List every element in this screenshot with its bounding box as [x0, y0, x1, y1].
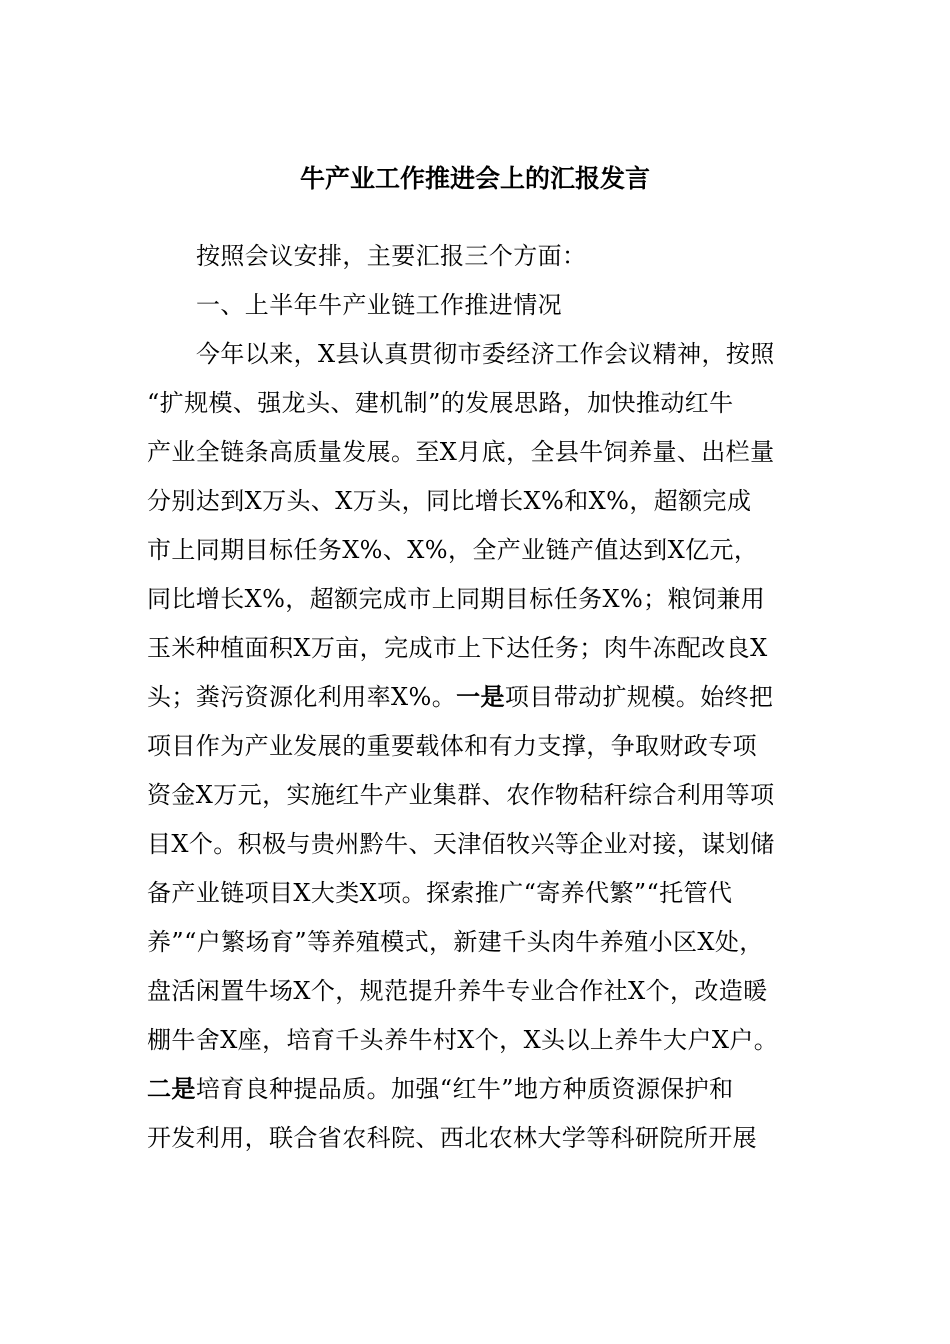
point-marker-2: 二是	[147, 1074, 196, 1103]
body-line: 同比增长X%，超额完成市上同期目标任务X%；粮饲兼用	[147, 585, 766, 613]
body-line: 资金X万元，实施红牛产业集群、农作物秸秆综合利用等项	[147, 781, 775, 809]
body-line: 棚牛舍X座，培育千头养牛村X个，X头以上养牛大户X户。	[147, 1026, 779, 1054]
point-heading-1: 项目带动扩规模。始终把	[504, 683, 774, 711]
body-line: 盘活闲置牛场X个，规范提升养牛专业合作社X个，改造暖	[147, 977, 768, 1005]
body-text: 头；粪污资源化利用率X%。	[147, 683, 457, 711]
body-line: 目X个。积极与贵州黔牛、天津佰牧兴等企业对接，谋划储	[147, 830, 775, 858]
body-line: 项目作为产业发展的重要载体和有力支撑，争取财政专项	[147, 732, 757, 760]
body-line: 市上同期目标任务X%、X%，全产业链产值达到X亿元，	[147, 536, 759, 564]
point-heading-2: 培育良种提品质。加强“红牛”地方种质资源保护和	[195, 1075, 734, 1103]
section-heading-1: 一、上半年牛产业链工作推进情况	[196, 291, 562, 319]
body-line: “扩规模、强龙头、建机制”的发展思路，加快推动红牛	[147, 389, 734, 417]
body-line	[147, 1071, 734, 1107]
body-line: 产业全链条高质量发展。至X月底，全县牛饲养量、出栏量	[147, 438, 775, 466]
document-title: 牛产业工作推进会上的汇报发言	[299, 164, 650, 193]
point-marker-1: 一是	[456, 682, 505, 711]
body-line	[147, 679, 773, 715]
body-line: 养”“户繁场育”等养殖模式，新建千头肉牛养殖小区X处，	[147, 928, 764, 956]
body-line: 今年以来，X县认真贯彻市委经济工作会议精神，按照	[196, 340, 775, 368]
paragraph-intro: 按照会议安排，主要汇报三个方面：	[196, 242, 587, 270]
body-line: 分别达到X万头、X万头，同比增长X%和X%，超额完成	[147, 487, 752, 515]
body-line: 备产业链项目X大类X项。探索推广“寄养代繁”“托管代	[147, 879, 733, 907]
body-line: 玉米种植面积X万亩，完成市上下达任务；肉牛冻配改良X	[147, 634, 768, 662]
body-line: 开发利用，联合省农科院、西北农林大学等科研院所开展	[147, 1124, 757, 1152]
